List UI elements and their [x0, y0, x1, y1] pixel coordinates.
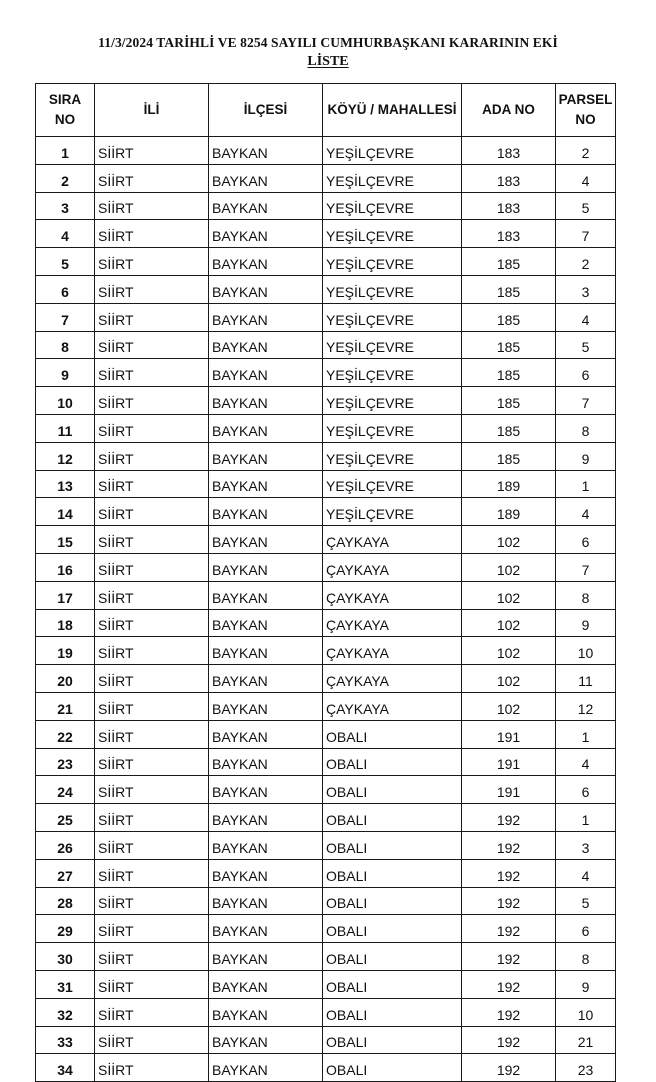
cell-ilce: BAYKAN [209, 887, 323, 915]
cell-koy-mahalle: ÇAYKAYA [323, 637, 462, 665]
header-sira-no [36, 84, 95, 137]
cell-sira-no: 16 [36, 553, 95, 581]
cell-parsel-no: 3 [556, 831, 616, 859]
cell-ilce: BAYKAN [209, 164, 323, 192]
document-title: 11/3/2024 TARİHLİ VE 8254 SAYILI CUMHURBAŞKANI KARARININ EKİ [98, 35, 558, 50]
table-row [36, 192, 616, 220]
cell-sira-no: 14 [36, 498, 95, 526]
cell-il: SİİRT [95, 637, 209, 665]
cell-sira-no: 15 [36, 526, 95, 554]
cell-sira-no: 20 [36, 665, 95, 693]
cell-koy-mahalle: OBALI [323, 998, 462, 1026]
cell-ilce: BAYKAN [209, 637, 323, 665]
cell-ilce: BAYKAN [209, 776, 323, 804]
cell-il: SİİRT [95, 859, 209, 887]
cell-koy-mahalle: YEŞİLÇEVRE [323, 303, 462, 331]
cell-parsel-no: 10 [556, 637, 616, 665]
cell-parsel-no: 3 [556, 275, 616, 303]
cell-ada-no: 192 [462, 831, 556, 859]
cell-sira-no: 1 [36, 137, 95, 165]
cell-ada-no: 183 [462, 220, 556, 248]
cell-il: SİİRT [95, 414, 209, 442]
cell-parsel-no: 5 [556, 331, 616, 359]
table-row [36, 137, 616, 165]
cell-parsel-no: 9 [556, 442, 616, 470]
cell-sira-no: 25 [36, 804, 95, 832]
table-row [36, 387, 616, 415]
cell-ada-no: 185 [462, 275, 556, 303]
cell-sira-no: 22 [36, 720, 95, 748]
cell-koy-mahalle: OBALI [323, 970, 462, 998]
cell-ada-no: 192 [462, 943, 556, 971]
cell-ada-no: 189 [462, 498, 556, 526]
cell-ilce: BAYKAN [209, 220, 323, 248]
cell-koy-mahalle: ÇAYKAYA [323, 581, 462, 609]
table-row [36, 414, 616, 442]
table-row [36, 859, 616, 887]
cell-sira-no: 9 [36, 359, 95, 387]
header-ada-no: ADA NO [462, 84, 556, 137]
cell-sira-no: 27 [36, 859, 95, 887]
cell-koy-mahalle: OBALI [323, 1026, 462, 1054]
cell-ada-no: 192 [462, 1026, 556, 1054]
header-sira-line2: NO [54, 112, 76, 127]
cell-koy-mahalle: YEŞİLÇEVRE [323, 414, 462, 442]
cell-sira-no: 10 [36, 387, 95, 415]
cell-sira-no: 5 [36, 248, 95, 276]
cell-koy-mahalle: OBALI [323, 887, 462, 915]
document-subtitle-wrap [0, 52, 656, 72]
cell-il: SİİRT [95, 442, 209, 470]
cell-koy-mahalle: OBALI [323, 859, 462, 887]
table-row [36, 970, 616, 998]
cell-parsel-no: 4 [556, 164, 616, 192]
cell-ada-no: 183 [462, 164, 556, 192]
table-row [36, 887, 616, 915]
cell-koy-mahalle: YEŞİLÇEVRE [323, 192, 462, 220]
cell-parsel-no: 11 [556, 665, 616, 693]
cell-parsel-no: 7 [556, 553, 616, 581]
cell-sira-no: 17 [36, 581, 95, 609]
cell-il: SİİRT [95, 665, 209, 693]
table-body [36, 137, 616, 1082]
cell-ilce: BAYKAN [209, 526, 323, 554]
cell-parsel-no: 23 [556, 1054, 616, 1082]
cell-koy-mahalle: YEŞİLÇEVRE [323, 220, 462, 248]
cell-ada-no: 102 [462, 665, 556, 693]
cell-sira-no: 2 [36, 164, 95, 192]
cell-il: SİİRT [95, 164, 209, 192]
cell-ada-no: 102 [462, 553, 556, 581]
table-row [36, 248, 616, 276]
cell-parsel-no: 4 [556, 748, 616, 776]
cell-ada-no: 189 [462, 470, 556, 498]
cell-parsel-no: 21 [556, 1026, 616, 1054]
cell-parsel-no: 4 [556, 303, 616, 331]
table-row [36, 526, 616, 554]
cell-ada-no: 191 [462, 776, 556, 804]
cell-koy-mahalle: OBALI [323, 915, 462, 943]
cell-ada-no: 102 [462, 692, 556, 720]
cell-il: SİİRT [95, 776, 209, 804]
cell-parsel-no: 9 [556, 970, 616, 998]
cell-il: SİİRT [95, 248, 209, 276]
cell-ilce: BAYKAN [209, 804, 323, 832]
cell-sira-no: 19 [36, 637, 95, 665]
cell-sira-no: 4 [36, 220, 95, 248]
cell-koy-mahalle: ÇAYKAYA [323, 553, 462, 581]
cell-koy-mahalle: YEŞİLÇEVRE [323, 248, 462, 276]
cell-ada-no: 191 [462, 748, 556, 776]
cell-parsel-no: 7 [556, 220, 616, 248]
cell-parsel-no: 7 [556, 387, 616, 415]
cell-ada-no: 191 [462, 720, 556, 748]
cell-parsel-no: 6 [556, 526, 616, 554]
cell-ilce: BAYKAN [209, 692, 323, 720]
cell-ada-no: 102 [462, 609, 556, 637]
cell-il: SİİRT [95, 1054, 209, 1082]
table-row [36, 692, 616, 720]
cell-ilce: BAYKAN [209, 581, 323, 609]
cell-ilce: BAYKAN [209, 859, 323, 887]
table-row [36, 164, 616, 192]
cell-il: SİİRT [95, 692, 209, 720]
cell-ilce: BAYKAN [209, 470, 323, 498]
cell-koy-mahalle: YEŞİLÇEVRE [323, 498, 462, 526]
header-parsel-line2: NO [575, 112, 596, 127]
cell-parsel-no: 4 [556, 859, 616, 887]
cell-ilce: BAYKAN [209, 609, 323, 637]
table-row [36, 831, 616, 859]
cell-koy-mahalle: OBALI [323, 720, 462, 748]
cell-ilce: BAYKAN [209, 331, 323, 359]
cell-sira-no: 13 [36, 470, 95, 498]
cell-koy-mahalle: OBALI [323, 1054, 462, 1082]
table-row [36, 359, 616, 387]
cell-ilce: BAYKAN [209, 442, 323, 470]
table-header [36, 84, 616, 137]
cell-parsel-no: 1 [556, 720, 616, 748]
cell-il: SİİRT [95, 831, 209, 859]
cell-il: SİİRT [95, 1026, 209, 1054]
cell-ada-no: 185 [462, 331, 556, 359]
header-ili: İLİ [95, 84, 209, 137]
cell-sira-no: 23 [36, 748, 95, 776]
table-row [36, 498, 616, 526]
cell-ilce: BAYKAN [209, 387, 323, 415]
cell-koy-mahalle: OBALI [323, 943, 462, 971]
document-subtitle: LİSTE [307, 54, 349, 69]
cell-koy-mahalle: YEŞİLÇEVRE [323, 470, 462, 498]
cell-koy-mahalle: YEŞİLÇEVRE [323, 164, 462, 192]
cell-il: SİİRT [95, 220, 209, 248]
table-row [36, 220, 616, 248]
cell-sira-no: 30 [36, 943, 95, 971]
cell-sira-no: 34 [36, 1054, 95, 1082]
table-row [36, 943, 616, 971]
table-row [36, 470, 616, 498]
cell-parsel-no: 9 [556, 609, 616, 637]
cell-sira-no: 3 [36, 192, 95, 220]
cell-koy-mahalle: ÇAYKAYA [323, 692, 462, 720]
cell-ada-no: 185 [462, 359, 556, 387]
cell-koy-mahalle: YEŞİLÇEVRE [323, 137, 462, 165]
cell-ada-no: 102 [462, 637, 556, 665]
cell-koy-mahalle: OBALI [323, 748, 462, 776]
header-parsel-line1: PARSEL [558, 92, 613, 107]
cell-ilce: BAYKAN [209, 248, 323, 276]
cell-ada-no: 185 [462, 442, 556, 470]
cell-parsel-no: 1 [556, 804, 616, 832]
cell-sira-no: 28 [36, 887, 95, 915]
cell-parsel-no: 5 [556, 192, 616, 220]
cell-ada-no: 192 [462, 915, 556, 943]
cell-il: SİİRT [95, 998, 209, 1026]
table-row [36, 581, 616, 609]
cell-ada-no: 185 [462, 387, 556, 415]
cell-il: SİİRT [95, 359, 209, 387]
cell-ada-no: 185 [462, 303, 556, 331]
cell-parsel-no: 5 [556, 887, 616, 915]
header-sira-line1: SIRA [48, 92, 82, 107]
cell-il: SİİRT [95, 748, 209, 776]
cell-ilce: BAYKAN [209, 943, 323, 971]
table-row [36, 915, 616, 943]
cell-ada-no: 192 [462, 970, 556, 998]
cell-sira-no: 6 [36, 275, 95, 303]
cell-ada-no: 192 [462, 998, 556, 1026]
cell-ilce: BAYKAN [209, 998, 323, 1026]
table-row [36, 303, 616, 331]
cell-il: SİİRT [95, 275, 209, 303]
cell-ada-no: 192 [462, 804, 556, 832]
cell-koy-mahalle: YEŞİLÇEVRE [323, 387, 462, 415]
cell-sira-no: 12 [36, 442, 95, 470]
cell-il: SİİRT [95, 331, 209, 359]
cell-parsel-no: 12 [556, 692, 616, 720]
table-row [36, 609, 616, 637]
cell-ilce: BAYKAN [209, 970, 323, 998]
parcel-table [35, 83, 616, 1082]
cell-ilce: BAYKAN [209, 1054, 323, 1082]
cell-sira-no: 24 [36, 776, 95, 804]
cell-ada-no: 183 [462, 137, 556, 165]
cell-il: SİİRT [95, 915, 209, 943]
table-row [36, 776, 616, 804]
cell-ilce: BAYKAN [209, 553, 323, 581]
cell-ilce: BAYKAN [209, 192, 323, 220]
cell-parsel-no: 8 [556, 414, 616, 442]
cell-koy-mahalle: ÇAYKAYA [323, 665, 462, 693]
cell-parsel-no: 2 [556, 248, 616, 276]
cell-il: SİİRT [95, 887, 209, 915]
header-koyu-mahallesi: KÖYÜ / MAHALLESİ [323, 84, 462, 137]
cell-il: SİİRT [95, 192, 209, 220]
table-row [36, 1054, 616, 1082]
cell-il: SİİRT [95, 609, 209, 637]
cell-il: SİİRT [95, 553, 209, 581]
cell-il: SİİRT [95, 526, 209, 554]
table-row [36, 1026, 616, 1054]
cell-parsel-no: 6 [556, 359, 616, 387]
cell-koy-mahalle: YEŞİLÇEVRE [323, 331, 462, 359]
cell-ilce: BAYKAN [209, 275, 323, 303]
cell-parsel-no: 4 [556, 498, 616, 526]
cell-ilce: BAYKAN [209, 915, 323, 943]
cell-ilce: BAYKAN [209, 720, 323, 748]
cell-sira-no: 33 [36, 1026, 95, 1054]
cell-ada-no: 185 [462, 248, 556, 276]
cell-koy-mahalle: OBALI [323, 804, 462, 832]
table-row [36, 442, 616, 470]
cell-ada-no: 102 [462, 526, 556, 554]
cell-parsel-no: 8 [556, 581, 616, 609]
cell-koy-mahalle: ÇAYKAYA [323, 609, 462, 637]
cell-il: SİİRT [95, 804, 209, 832]
cell-il: SİİRT [95, 581, 209, 609]
cell-ilce: BAYKAN [209, 414, 323, 442]
cell-il: SİİRT [95, 470, 209, 498]
header-ilcesi: İLÇESİ [209, 84, 323, 137]
cell-sira-no: 18 [36, 609, 95, 637]
cell-parsel-no: 6 [556, 915, 616, 943]
cell-sira-no: 31 [36, 970, 95, 998]
cell-parsel-no: 6 [556, 776, 616, 804]
cell-ilce: BAYKAN [209, 831, 323, 859]
cell-ilce: BAYKAN [209, 665, 323, 693]
table-row [36, 275, 616, 303]
table-row [36, 553, 616, 581]
cell-ilce: BAYKAN [209, 1026, 323, 1054]
cell-parsel-no: 10 [556, 998, 616, 1026]
cell-ilce: BAYKAN [209, 498, 323, 526]
cell-ada-no: 192 [462, 859, 556, 887]
cell-ada-no: 192 [462, 1054, 556, 1082]
cell-koy-mahalle: YEŞİLÇEVRE [323, 275, 462, 303]
cell-ada-no: 102 [462, 581, 556, 609]
table-row [36, 331, 616, 359]
cell-il: SİİRT [95, 720, 209, 748]
table-row [36, 665, 616, 693]
cell-ilce: BAYKAN [209, 303, 323, 331]
cell-sira-no: 29 [36, 915, 95, 943]
table-row [36, 637, 616, 665]
cell-sira-no: 26 [36, 831, 95, 859]
cell-koy-mahalle: YEŞİLÇEVRE [323, 442, 462, 470]
cell-parsel-no: 2 [556, 137, 616, 165]
table-row [36, 998, 616, 1026]
cell-sira-no: 11 [36, 414, 95, 442]
cell-il: SİİRT [95, 943, 209, 971]
cell-il: SİİRT [95, 303, 209, 331]
cell-sira-no: 21 [36, 692, 95, 720]
cell-ada-no: 185 [462, 414, 556, 442]
cell-ada-no: 183 [462, 192, 556, 220]
cell-parsel-no: 1 [556, 470, 616, 498]
cell-koy-mahalle: OBALI [323, 776, 462, 804]
cell-parsel-no: 8 [556, 943, 616, 971]
cell-ilce: BAYKAN [209, 137, 323, 165]
cell-ada-no: 192 [462, 887, 556, 915]
cell-il: SİİRT [95, 387, 209, 415]
cell-koy-mahalle: ÇAYKAYA [323, 526, 462, 554]
cell-ilce: BAYKAN [209, 748, 323, 776]
cell-ilce: BAYKAN [209, 359, 323, 387]
cell-il: SİİRT [95, 137, 209, 165]
cell-il: SİİRT [95, 498, 209, 526]
table-row [36, 748, 616, 776]
cell-sira-no: 32 [36, 998, 95, 1026]
cell-sira-no: 7 [36, 303, 95, 331]
header-parsel-no [556, 84, 616, 137]
header-row [36, 84, 616, 137]
cell-sira-no: 8 [36, 331, 95, 359]
cell-koy-mahalle: OBALI [323, 831, 462, 859]
cell-koy-mahalle: YEŞİLÇEVRE [323, 359, 462, 387]
cell-il: SİİRT [95, 970, 209, 998]
table-row [36, 804, 616, 832]
table-row [36, 720, 616, 748]
